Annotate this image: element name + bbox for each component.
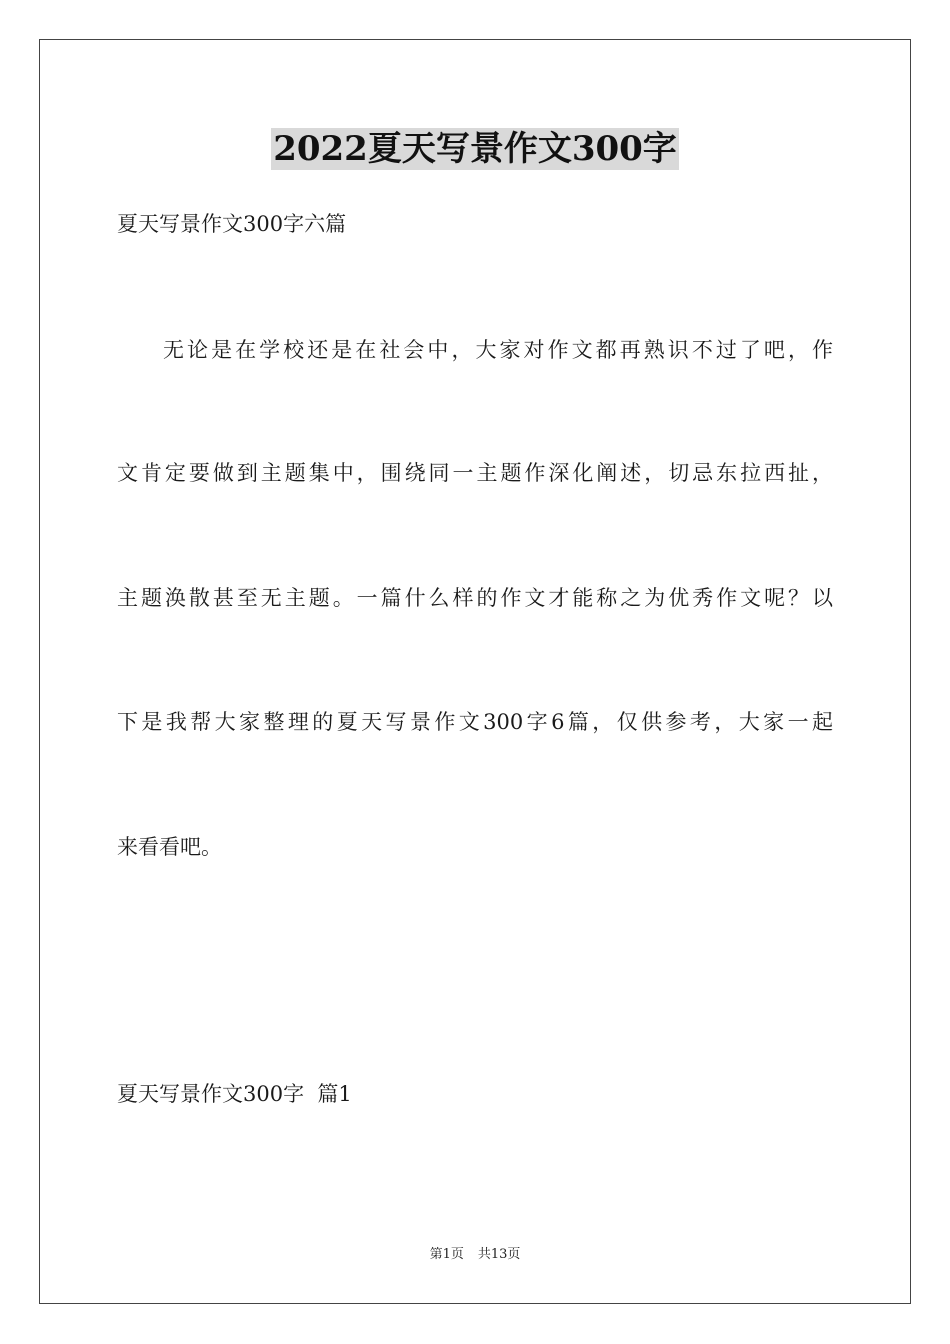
paragraph-line-5: 来看看吧。 xyxy=(117,835,222,859)
paragraph-line-2: 文肯定要做到主题集中，围绕同一主题作深化阐述，切忌东拉西扯， xyxy=(117,461,833,485)
section-heading: 夏天写景作文300字 篇1 xyxy=(117,1082,352,1106)
paragraph-line-4: 下是我帮大家整理的夏天写景作文300字6篇，仅供参考，大家一起 xyxy=(117,710,833,734)
paragraph-line-3: 主题涣散甚至无主题。一篇什么样的作文才能称之为优秀作文呢？以 xyxy=(117,586,833,610)
page-number: 第1页 xyxy=(429,1247,464,1262)
page-footer xyxy=(0,1246,950,1264)
page-total: 共13页 xyxy=(477,1247,521,1262)
document-title: 2022夏天写景作文300字 xyxy=(273,129,677,169)
title-container xyxy=(0,128,950,170)
paragraph-line-1: 无论是在学校还是在社会中，大家对作文都再熟识不过了吧，作 xyxy=(163,338,833,362)
document-subtitle: 夏天写景作文300字六篇 xyxy=(117,212,347,236)
